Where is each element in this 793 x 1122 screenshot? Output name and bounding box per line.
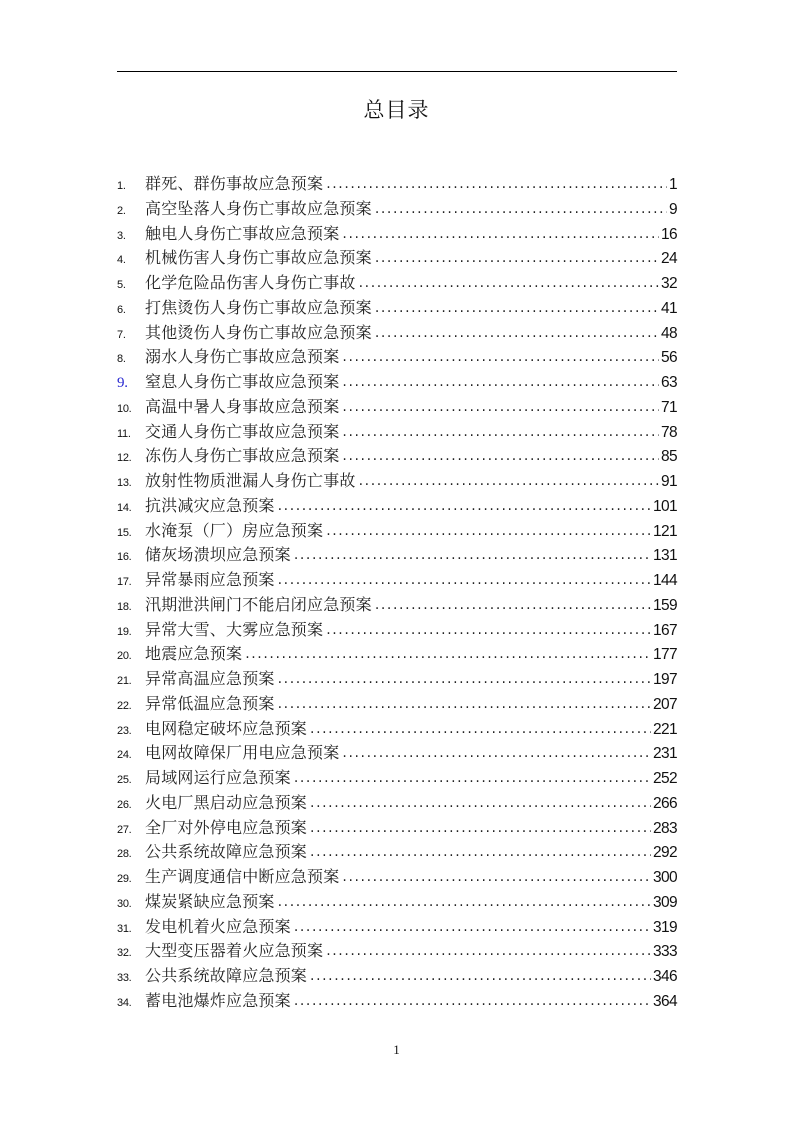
toc-entry[interactable] <box>117 717 677 742</box>
toc-entry-page-number[interactable]: 197 <box>652 671 677 688</box>
toc-entry-page-number[interactable]: 300 <box>652 869 677 886</box>
toc-entry-title[interactable]: 汛期泄洪闸门不能启闭应急预案 <box>145 594 372 614</box>
toc-entry-title[interactable]: 异常大雪、大雾应急预案 <box>145 619 324 639</box>
toc-entry-page-number[interactable]: 144 <box>652 572 677 589</box>
toc-entry[interactable] <box>117 543 677 568</box>
toc-entry-page-number[interactable]: 1 <box>668 176 677 193</box>
toc-entry-number: 28. <box>117 848 132 861</box>
toc-entry[interactable] <box>117 222 677 247</box>
toc-entry-number: 22. <box>117 699 132 712</box>
dot-leader <box>326 172 667 197</box>
toc-entry-page-number[interactable]: 283 <box>652 819 677 837</box>
toc-entry-number: 21. <box>117 675 132 687</box>
toc-entry-number: 31. <box>117 922 132 935</box>
toc-entry-title[interactable]: 其他烫伤人身伤亡事故应急预案 <box>145 322 372 342</box>
toc-entry-number: 25. <box>117 774 132 786</box>
toc-entry-page-number[interactable]: 364 <box>652 992 677 1010</box>
toc-entry-title[interactable]: 生产调度通信中断应急预案 <box>145 867 340 886</box>
toc-entry-page-number[interactable]: 71 <box>660 398 677 416</box>
toc-entry-page-number[interactable]: 63 <box>660 374 677 391</box>
toc-entry[interactable] <box>117 816 677 841</box>
toc-entry-page-number[interactable]: 32 <box>660 275 677 292</box>
toc-entry-title[interactable]: 化学危险品伤害人身伤亡事故 <box>145 273 356 292</box>
toc-entry-number: 30. <box>117 897 132 910</box>
dot-leader <box>310 816 651 841</box>
toc-entry-number: 14. <box>117 501 132 514</box>
toc-entry[interactable] <box>117 395 677 420</box>
toc-entry[interactable] <box>117 642 677 667</box>
dot-leader <box>294 543 651 568</box>
toc-entry[interactable] <box>117 345 677 370</box>
toc-entry[interactable] <box>117 989 677 1014</box>
toc-entry-page-number[interactable]: 319 <box>652 918 677 936</box>
toc-entry-page-number[interactable]: 131 <box>652 547 677 565</box>
toc-entry-title[interactable]: 溺水人身伤亡事故应急预案 <box>145 347 340 367</box>
toc-entry-title[interactable]: 打焦烫伤人身伤亡事故应急预案 <box>145 297 372 317</box>
toc-entry-title[interactable]: 窒息人身伤亡事故应急预案 <box>145 372 340 391</box>
toc-entry-title[interactable]: 放射性物质泄漏人身伤亡事故 <box>145 471 356 490</box>
toc-entry-number: 4. <box>117 254 126 267</box>
toc-entry-number: 2. <box>117 204 126 217</box>
dot-leader <box>375 246 659 271</box>
toc-entry-page-number[interactable]: 309 <box>652 893 677 911</box>
toc-entry[interactable] <box>117 692 677 717</box>
toc-entry-title[interactable]: 交通人身伤亡事故应急预案 <box>145 421 340 441</box>
toc-entry[interactable] <box>117 271 677 296</box>
toc-entry-title[interactable]: 煤炭紧缺应急预案 <box>145 891 275 911</box>
toc-entry[interactable] <box>117 469 677 494</box>
dot-leader <box>359 469 659 494</box>
toc-entry-page-number[interactable]: 333 <box>652 943 677 961</box>
toc-entry-page-number[interactable]: 167 <box>652 621 677 639</box>
toc-entry-page-number[interactable]: 24 <box>660 250 677 268</box>
dot-leader <box>245 642 651 667</box>
dot-leader <box>375 197 667 222</box>
toc-entry-page-number[interactable]: 231 <box>652 745 677 763</box>
toc-entry[interactable] <box>117 246 677 271</box>
toc-entry-title[interactable]: 火电厂黑启动应急预案 <box>145 792 308 812</box>
toc-entry[interactable] <box>117 915 677 940</box>
toc-entry-page-number[interactable]: 177 <box>652 646 677 664</box>
toc-entry-page-number[interactable]: 101 <box>652 497 677 515</box>
toc-entry-number: 13. <box>117 477 132 489</box>
toc-entry-title[interactable]: 公共系统故障应急预案 <box>145 966 308 985</box>
dot-leader <box>375 296 659 321</box>
toc-entry[interactable] <box>117 593 677 618</box>
toc-entry[interactable] <box>117 494 677 519</box>
dot-leader <box>294 766 651 791</box>
dot-leader <box>375 321 659 346</box>
dot-leader <box>310 717 651 742</box>
toc-entry-title[interactable]: 高温中暑人身事故应急预案 <box>145 396 340 416</box>
toc-entry[interactable] <box>117 890 677 915</box>
toc-entry-page-number[interactable]: 9 <box>668 200 677 218</box>
toc-entry-number: 9. <box>117 375 128 391</box>
toc-entry-page-number[interactable]: 56 <box>660 349 677 367</box>
toc-entry-number: 8. <box>117 353 126 366</box>
toc-entry-title[interactable]: 局域网运行应急预案 <box>145 768 291 787</box>
toc-entry-title[interactable]: 群死、群伤事故应急预案 <box>145 174 324 193</box>
toc-entry-title[interactable]: 电网稳定破坏应急预案 <box>145 718 308 738</box>
toc-entry[interactable] <box>117 172 677 197</box>
dot-leader <box>342 420 659 445</box>
toc-entry-title[interactable]: 冻伤人身伤亡事故应急预案 <box>145 446 340 466</box>
toc-entry-page-number[interactable]: 78 <box>660 423 677 441</box>
dot-leader <box>326 939 651 964</box>
toc-entry[interactable] <box>117 741 677 766</box>
toc-entry[interactable] <box>117 370 677 395</box>
toc-entry-page-number[interactable]: 252 <box>652 770 677 787</box>
toc-entry[interactable] <box>117 939 677 964</box>
toc-entry[interactable] <box>117 197 677 222</box>
toc-entry-page-number[interactable]: 121 <box>652 522 677 540</box>
toc-entry-number: 20. <box>117 650 132 663</box>
dot-leader <box>278 890 651 915</box>
toc-entry-title[interactable]: 全厂对外停电应急预案 <box>145 817 308 837</box>
toc-entry-title[interactable]: 异常高温应急预案 <box>145 669 275 688</box>
dot-leader <box>310 840 651 865</box>
toc-entry-number: 7. <box>117 328 126 341</box>
toc-entry-number: 1. <box>117 180 126 192</box>
dot-leader <box>326 519 651 544</box>
toc-entry-title[interactable]: 水淹泵（厂）房应急预案 <box>145 520 324 540</box>
toc-entry[interactable] <box>117 791 677 816</box>
toc-entry-number: 32. <box>117 947 132 960</box>
toc-entry-page-number[interactable]: 159 <box>652 596 677 614</box>
dot-leader <box>342 395 659 420</box>
toc-entry[interactable] <box>117 865 677 890</box>
page-title: 总目录 <box>363 98 430 122</box>
toc-entry-page-number[interactable]: 41 <box>660 299 677 317</box>
dot-leader <box>278 568 651 593</box>
toc-entry-title[interactable]: 蓄电池爆炸应急预案 <box>145 990 291 1010</box>
dot-leader <box>342 370 659 395</box>
dot-leader <box>278 667 651 692</box>
toc-entry-title[interactable]: 地震应急预案 <box>145 644 243 664</box>
dot-leader <box>342 865 651 890</box>
toc-entry-number: 33. <box>117 972 132 984</box>
dot-leader <box>294 915 651 940</box>
toc-entry-number: 11. <box>117 427 131 440</box>
toc-entry-number: 15. <box>117 526 132 539</box>
toc-entry-number: 18. <box>117 600 132 613</box>
toc-entry-title[interactable]: 触电人身伤亡事故应急预案 <box>145 223 340 243</box>
toc-entry-title[interactable]: 高空坠落人身伤亡事故应急预案 <box>145 198 372 218</box>
toc-entry-page-number[interactable]: 266 <box>652 794 677 812</box>
toc-entry-number: 24. <box>117 749 132 762</box>
dot-leader <box>342 741 651 766</box>
dot-leader <box>310 791 651 816</box>
toc-entry[interactable] <box>117 444 677 469</box>
toc-entry-page-number[interactable]: 16 <box>660 225 677 243</box>
toc-entry-page-number[interactable]: 207 <box>652 695 677 713</box>
toc-entry-number: 34. <box>117 996 132 1009</box>
toc-entry-page-number[interactable]: 346 <box>652 968 677 985</box>
toc-entry-title[interactable]: 抗洪减灾应急预案 <box>145 495 275 515</box>
dot-leader <box>359 271 659 296</box>
toc-entry-page-number[interactable]: 91 <box>660 473 677 490</box>
toc-entry[interactable] <box>117 667 677 692</box>
toc-entry-title[interactable]: 机械伤害人身伤亡事故应急预案 <box>145 248 372 268</box>
toc-entry-title[interactable]: 发电机着火应急预案 <box>145 916 291 936</box>
toc-entry-page-number[interactable]: 85 <box>660 448 677 466</box>
dot-leader <box>278 692 651 717</box>
dot-leader <box>342 345 659 370</box>
dot-leader <box>294 989 651 1014</box>
dot-leader <box>326 618 651 643</box>
toc-entry-number: 6. <box>117 303 126 316</box>
dot-leader <box>375 593 651 618</box>
toc-entry-number: 29. <box>117 873 132 885</box>
toc-entry[interactable] <box>117 766 677 791</box>
toc-entry-number: 23. <box>117 724 132 737</box>
toc-entry[interactable] <box>117 296 677 321</box>
toc-entry-title[interactable]: 电网故障保厂用电应急预案 <box>145 743 340 763</box>
toc-entry-title[interactable]: 公共系统故障应急预案 <box>145 842 308 862</box>
toc-entry-page-number[interactable]: 221 <box>652 720 677 738</box>
toc-entry-number: 5. <box>117 279 126 291</box>
toc-entry[interactable] <box>117 964 677 989</box>
toc-entry[interactable] <box>117 519 677 544</box>
toc-entry-number: 26. <box>117 798 132 811</box>
dot-leader <box>342 222 659 247</box>
toc-entry[interactable] <box>117 420 677 445</box>
toc-entry-title[interactable]: 储灰场溃坝应急预案 <box>145 545 291 565</box>
toc-entry-title[interactable]: 大型变压器着火应急预案 <box>145 941 324 961</box>
header-rule <box>117 71 677 72</box>
toc-entry-page-number[interactable]: 292 <box>652 844 677 862</box>
table-of-contents <box>117 172 677 1014</box>
toc-entry[interactable] <box>117 618 677 643</box>
dot-leader <box>310 964 651 989</box>
toc-entry-title[interactable]: 异常暴雨应急预案 <box>145 570 275 589</box>
toc-entry-number: 16. <box>117 551 132 564</box>
toc-entry[interactable] <box>117 840 677 865</box>
toc-entry-number: 27. <box>117 823 132 836</box>
toc-entry-title[interactable]: 异常低温应急预案 <box>145 693 275 713</box>
dot-leader <box>278 494 651 519</box>
toc-entry-number: 3. <box>117 229 126 242</box>
toc-entry-number: 10. <box>117 402 132 415</box>
dot-leader <box>342 444 659 469</box>
toc-entry-number: 17. <box>117 576 132 588</box>
toc-entry[interactable] <box>117 321 677 346</box>
footer-page-number: 1 <box>393 1042 400 1057</box>
toc-entry-number: 19. <box>117 625 132 638</box>
toc-entry-number: 12. <box>117 452 132 465</box>
toc-entry-page-number[interactable]: 48 <box>660 324 677 342</box>
toc-entry[interactable] <box>117 568 677 593</box>
